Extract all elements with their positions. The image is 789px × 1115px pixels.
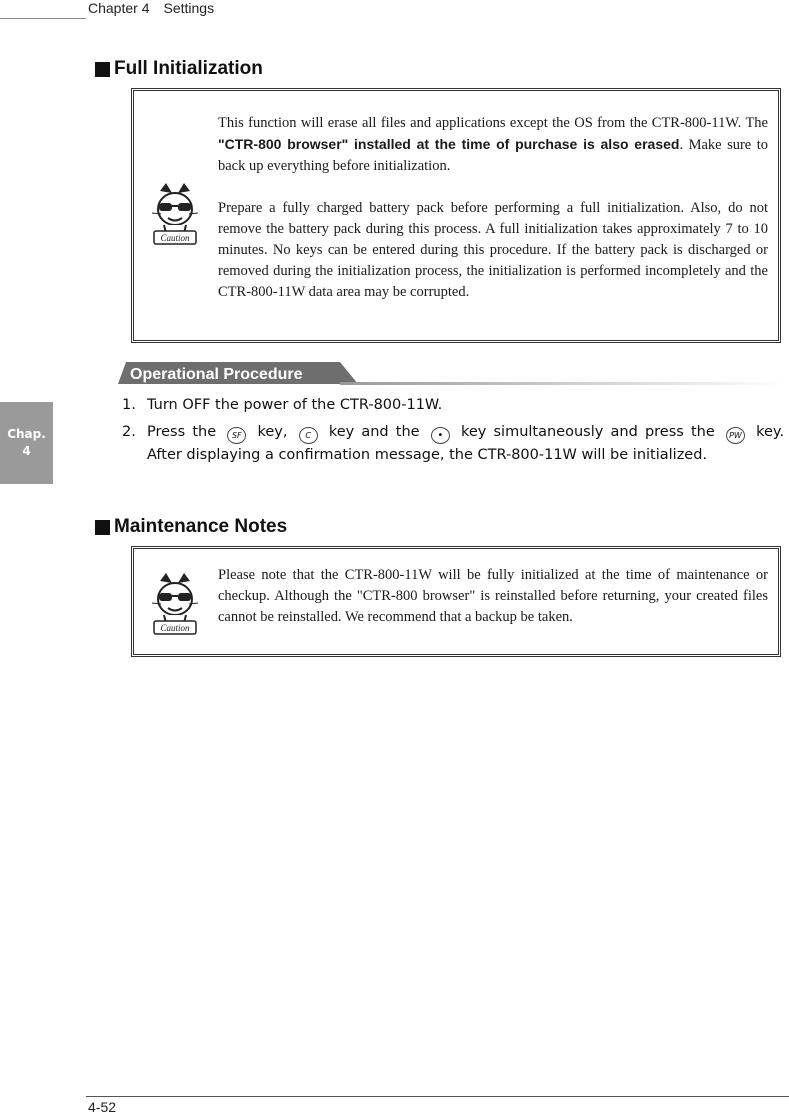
chapter-tab — [0, 402, 53, 484]
caution-box-full-initialization — [131, 88, 781, 343]
chapter-tab-number: 4 — [22, 444, 31, 458]
caution-text-full-initialization — [218, 113, 768, 303]
square-bullet-icon — [95, 520, 110, 535]
caution-bold-warning: "CTR-800 browser" installed at the time of purchase is also erased — [218, 136, 680, 152]
chapter-tab-label: Chap. — [7, 427, 46, 441]
procedure-step-1: 1. Turn OFF the power of the CTR-800-11W. — [122, 397, 443, 413]
procedure-steps — [122, 394, 784, 466]
section-title-text: Maintenance Notes — [114, 516, 288, 537]
header-section: Settings — [163, 0, 215, 16]
operational-procedure-title: Operational Procedure — [130, 366, 303, 383]
sf-key-icon: SF — [227, 427, 246, 444]
caution-cat-icon — [144, 571, 206, 643]
dot-key-icon: • — [431, 427, 450, 444]
square-bullet-icon — [95, 62, 110, 77]
section-title-maintenance-notes — [95, 516, 287, 538]
pw-key-icon: PW — [726, 427, 745, 444]
header-chapter: Chapter 4 — [88, 0, 150, 16]
caution-text-maintenance — [218, 565, 768, 628]
operational-procedure-banner — [118, 360, 786, 386]
running-header — [88, 0, 214, 16]
c-key-icon: C — [299, 427, 318, 444]
section-title-full-initialization — [95, 58, 263, 80]
caution-icon-label: Caution — [160, 233, 190, 243]
procedure-step-2: 2. Press the SF key, C key and the • key simultaneously and press the PW key. After displaying a confirmation message, the CTR-800-11W will be initialized. — [122, 424, 785, 463]
caution-paragraph-2: Prepare a fully charged battery pack before performing a full initialization. Also, do not remove the battery pack during this process. A full initialization takes approximately 7 to 10 minutes. No keys can be entered during this procedure. If the battery pack is discharged or removed during the initialization process, the initialization is performed incompletely and the CTR-800-11W data area may be corrupted. — [218, 200, 768, 300]
caution-paragraph: Please note that the CTR-800-11W will be fully initialized at the time of maintenance or checkup. Although the "CTR-800 browser" is reinstalled before returning, your created files cannot be reinstalled. We recommend that a backup be taken. — [218, 567, 768, 625]
caution-icon-label: Caution — [160, 623, 190, 633]
caution-box-maintenance — [131, 546, 781, 657]
caution-cat-icon — [144, 181, 206, 253]
caution-paragraph-1: This function will erase all files and applications except the OS from the CTR-800-11W. The "CTR-800 browser" installed at the time of purchase is also erased. Make sure to back up everything before initialization. — [218, 115, 769, 174]
section-title-text: Full Initialization — [114, 58, 263, 79]
footer-rule — [86, 1096, 789, 1097]
page-number: 4-52 — [88, 1099, 117, 1115]
header-rule — [0, 18, 86, 19]
